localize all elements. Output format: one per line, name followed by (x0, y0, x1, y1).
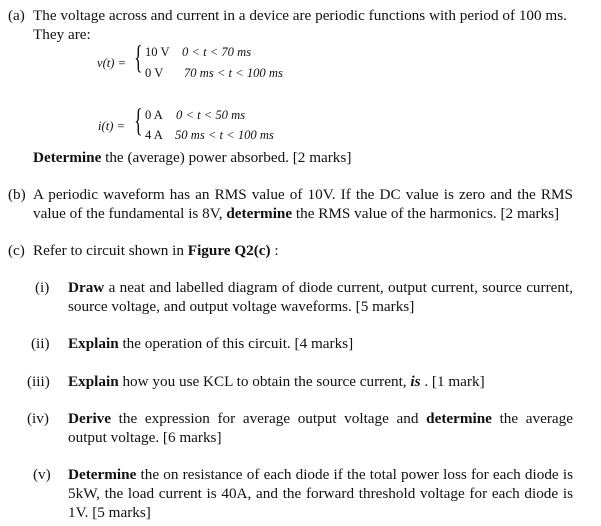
question-c-label: (c) (8, 242, 25, 259)
sub-question-body: the operation of this circuit. [4 marks] (118, 335, 354, 352)
question-b-text (33, 185, 573, 223)
question-a-verb: Determine (33, 149, 102, 166)
question-a-line2: They are: (33, 26, 91, 43)
question-c-intro-end: : (270, 242, 279, 259)
sub-question-label: (ii) (31, 335, 50, 352)
sub-question-text (68, 334, 353, 353)
sub-question-body: the on resistance of each diode if the total power loss for each diode is 5kW, the load current is 40A, and the forward threshold voltage for each diode is 1V. [5 marks] (68, 466, 573, 521)
sub-question-verb: Explain (68, 335, 119, 352)
voltage-case1-condition: 0 < t < 70 ms (182, 45, 252, 59)
current-function: i(t) = (98, 119, 126, 133)
question-a-line1: The voltage across and current in a device are periodic functions with period of 100 ms. (33, 7, 567, 24)
question-c-intro-text: Refer to circuit shown in (33, 242, 188, 259)
sub-question-body-end: . [1 mark] (420, 373, 485, 390)
sub-question-verb: Determine (68, 466, 137, 483)
sub-question-body: how you use KCL to obtain the source current, (118, 373, 411, 390)
current-case1-condition: 0 < t < 50 ms (176, 108, 246, 122)
question-a-label: (a) (8, 7, 25, 24)
question-b-label: (b) (8, 186, 26, 203)
voltage-brace: { (134, 40, 143, 76)
question-a-task-text: the (average) power absorbed. [2 marks] (101, 149, 352, 166)
current-case2-value: 4 A (145, 128, 163, 142)
sub-question-body: the expression for average output voltage and (111, 410, 427, 427)
current-brace: { (134, 103, 143, 139)
voltage-function: v(t) = (97, 56, 127, 70)
sub-question-label: (i) (35, 279, 50, 296)
question-b-text-start: A periodic waveform has an RMS value of 10V. If the DC value is zero and the RMS value of the fundamental is 8V, (33, 186, 573, 222)
question-c-intro (33, 241, 279, 260)
sub-question-verb-2: determine (426, 410, 492, 427)
question-a-task (33, 148, 351, 167)
voltage-case1-value: 10 V (145, 45, 170, 59)
sub-question-verb: Explain (68, 373, 119, 390)
current-case2-condition: 50 ms < t < 100 ms (175, 128, 274, 142)
voltage-case2-condition: 70 ms < t < 100 ms (184, 66, 283, 80)
voltage-case2-value: 0 V (145, 66, 164, 80)
sub-question-verb: Derive (68, 410, 112, 427)
sub-question-body: a neat and labelled diagram of diode current, output current, source current, source voltage, and output voltage waveforms. [5 marks] (68, 279, 573, 315)
sub-question-verb: Draw (68, 279, 105, 296)
sub-question-label: (v) (33, 466, 51, 483)
sub-question-text (68, 278, 573, 316)
sub-question-body-end: the average output voltage. [6 marks] (68, 410, 573, 446)
sub-question-label: (iv) (27, 410, 49, 427)
sub-question-label: (iii) (27, 373, 50, 390)
sub-question-text (68, 465, 573, 522)
sub-question-text (68, 372, 485, 391)
source-current-symbol: is (410, 373, 421, 390)
figure-reference: Figure Q2(c) (187, 242, 271, 259)
question-b-verb: determine (226, 205, 293, 222)
current-case1-value: 0 A (145, 108, 163, 122)
question-b-text-end: the RMS value of the harmonics. [2 marks] (292, 205, 560, 222)
sub-question-text (68, 409, 573, 447)
